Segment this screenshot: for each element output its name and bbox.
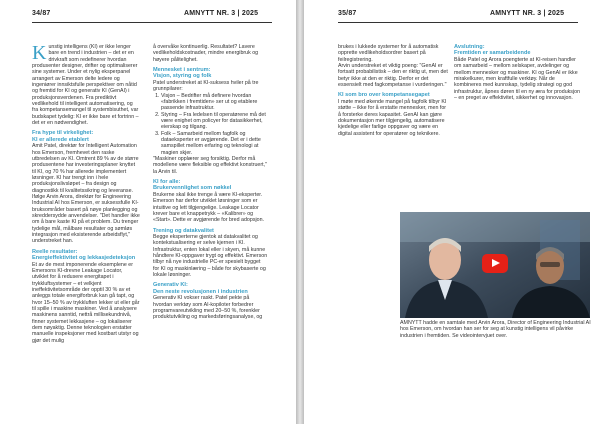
section-heading: Avslutning: Fremtiden er samarbeidende — [454, 44, 531, 57]
pillar-list — [153, 93, 268, 156]
section-heading: Reelle resultater: Energieffektivitet og lekkasjedeteksjon — [32, 248, 136, 262]
right-page — [304, 0, 600, 424]
body-paragraph: Amit Patel, direktør for Intelligent Automation hos Emerson, fremhevet den raske utbredelsen av KI. Omtrent 89 % av de større produsentene har investeringsplaner knyttet til KI, og 70 % har allerede implementert løsninger. KI har trengt inn i hele produksjonslivsløpet – fra design og diagnostikk til kvalitetssikring og leveranse. Ifølge Arvin Arora, direktør for Engineering Industrial AI hos Emerson, er suksessfulle KI-bruksområder basert på nøye planlegging og skreddersydde anvendelser. "Det handler ikke om å bare kaste KI på et problem. Du trenger tydelige mål, målbare resultater og sømløs integrasjon med eksisterende arbeidsflyt," understreket han. — [32, 143, 140, 245]
body-paragraph: I møte med økende mangel på fagfolk tilbyr KI støtte – ikke for å erstatte mennesker, men for å forsterke deres kapasitet. GenAI kan gjøre dokumentasjon mer tilgjengelig, automatisere kjedelige eller farlige oppgaver og være en digital assistent for operatører og teknikere. — [338, 98, 447, 137]
body-paragraph: å overvåke kontinuerlig. Resultatet? Lavere vedlikeholdskostnader, mindre energibruk og høyere pålitelighet. — [153, 44, 259, 63]
body-paragraph: Begge eksperterne gjentok at datakvalitet og kontekstualisering er selve kjernen i KI. Infrastruktur, enten lokal eller i skyen, må kunne håndtere KI-oppgaver trygt og effektivt. Emerson tilbyr nå nye industrielle PC-er spesielt bygget for KI og maskinlæring – både for skybaserte og lokale løsninger. — [153, 233, 268, 278]
drop-cap: K — [32, 42, 47, 64]
magazine-issue: AMNYTT NR. 3 | 2025 — [184, 10, 259, 17]
section-heading: KI som bro over kompetansegapet — [338, 92, 430, 99]
section-heading: Trening og datakvalitet — [153, 227, 214, 234]
youtube-play-icon[interactable] — [482, 254, 508, 273]
page-gutter — [296, 0, 304, 424]
section-heading: Mennesket i sentrum: Visjon, styring og folk — [153, 67, 212, 80]
left-page — [0, 0, 296, 424]
section-heading: Generativ KI: Den neste revolusjonen i industrien — [153, 282, 248, 295]
video-player[interactable] — [400, 212, 590, 318]
list-item: 3. Folk – Samarbeid mellom fagfolk og dataeksperter er avgjørende. Det er i dette samspillet mellom erfaring og teknologi at magien skjer. — [161, 131, 268, 156]
article-column-2 — [153, 44, 268, 321]
page-number: 35/87 — [338, 10, 357, 17]
list-item: 1. Visjon – Bedrifter må definere hvordan «fabrikken i fremtiden» ser ut og etablere passende infrastruktur. — [161, 93, 268, 112]
body-paragraph: Både Patel og Arora poengterte at KI-reisen handler om samarbeid – mellom selskaper, avdelinger og mellom mennesker og maskiner. KI og GenAI er ikke mirakelkurer, men kraftfulle verktøy. Når de kombineres med kunnskap, tydelig strategi og god infrastruktur, åpnes døren til en ny æra for produksjon – en preget av effektivitet, sikkerhet og innovasjon. — [454, 56, 581, 101]
list-item: 2. Styring – Fra ledelsen til operatørene må det være enighet om policyer for datasikkerhet, eierskap og tilgang. — [161, 112, 268, 131]
header-rule — [32, 22, 272, 23]
body-paragraph: brukes i lukkede systemer for å automatisk opprette vedlikeholdsordrer basert på feilregistrering. — [338, 44, 439, 63]
body-paragraph: Brukerne skal ikke trenge å være KI-eksperter. Emerson har derfor utviklet løsninger som er intuitive og lett tilgjengelige. Leakage Locator krever bare et knappetrykk – «Kalibrer» og «Start». Dette er avgjørende for bred adopsjon. — [153, 191, 265, 224]
article-column-1 — [32, 44, 140, 344]
article-column-3 — [338, 44, 450, 137]
article-column-4 — [454, 44, 580, 101]
video-caption: AMNYTT hadde en samtale med Arvin Arora, Director of Engineering Industrial AI hos Emerson, om hvordan han ser for seg at kunstig intelligens vil påvirke industrien i fremtiden. Se videointervjuet over. — [400, 320, 591, 339]
body-paragraph: "Maskiner opplærer seg forsiktig. Derfor må modellene være fleksible og effektivt konstruert," la Arvin til. — [153, 155, 267, 175]
body-paragraph: Patel understreket at KI-suksess hviler på tre grunnpilarer: — [153, 79, 259, 93]
body-paragraph: Et av de mest imponerende eksemplene er Emersons KI-drevne Leakage Locator, utviklet for å redusere energitapet i trykkluftsystemer – et velkjent ineffektivitetsområde der opptil 30 % av et anleggs totale energiforbruk kan gå tapt, og hvor 15–50 % av trykkluften lekker ut eller går til spille i maskine maskiner. Ved å analysere maskinens sanntid, nettrå millisekundnivå, finner systemet lekkasjene – og lokaliserer dem nøyaktig. Denne teknologien erstatter manuelle inspeksjoner med kostbart utstyr og gjør det mulig — [32, 261, 140, 344]
header-rule — [338, 22, 578, 23]
section-heading: KI for alle: Brukervennlighet som nøkkel — [153, 179, 232, 192]
magazine-issue: AMNYTT NR. 3 | 2025 — [490, 10, 565, 17]
body-paragraph: Arvin understreket et viktig poeng: "GenAI er fortsatt probabilistisk – den er riktig ut, men det betyr ikke at den er riktig. Derfor er det essensielt med fagkompetanse i vurderingen." — [338, 63, 448, 89]
body-paragraph: Generativ KI vokser raskt. Patel pekte på hvordan verktøy som AI-kopiloter forbedrer programvareutvikling med 20–50 %, forenkler produktutvikling og markedsføringsanalyse, og — [153, 295, 263, 321]
page-number: 34/87 — [32, 10, 51, 17]
right-header — [338, 10, 578, 22]
section-heading: Fra hype til virkelighet: KI er allerede etablert — [32, 130, 94, 143]
left-header — [32, 10, 272, 22]
intro-text: unstig intelligens (KI) er ikke lenger bare en trend i industrien – det er en drivkraft som redefinerer hvordan produsenter designer, drifter og optimaliserer sine systemer. Under et nylig eksperpanel arrangert av Emerson delte ledere og ingeniører innsiktsfulle perspektiver om nåtid og fremtid for KI og generativ KI (GenAI) i produksjonsverdenen. Fra prediktivt vedlikehold til intelligent automatisering, og fra kompetansemangel til systembisuthet, var budskapet tydelig: KI er ikke bare et fortrinn – det er en nødvendighet. — [32, 44, 139, 127]
